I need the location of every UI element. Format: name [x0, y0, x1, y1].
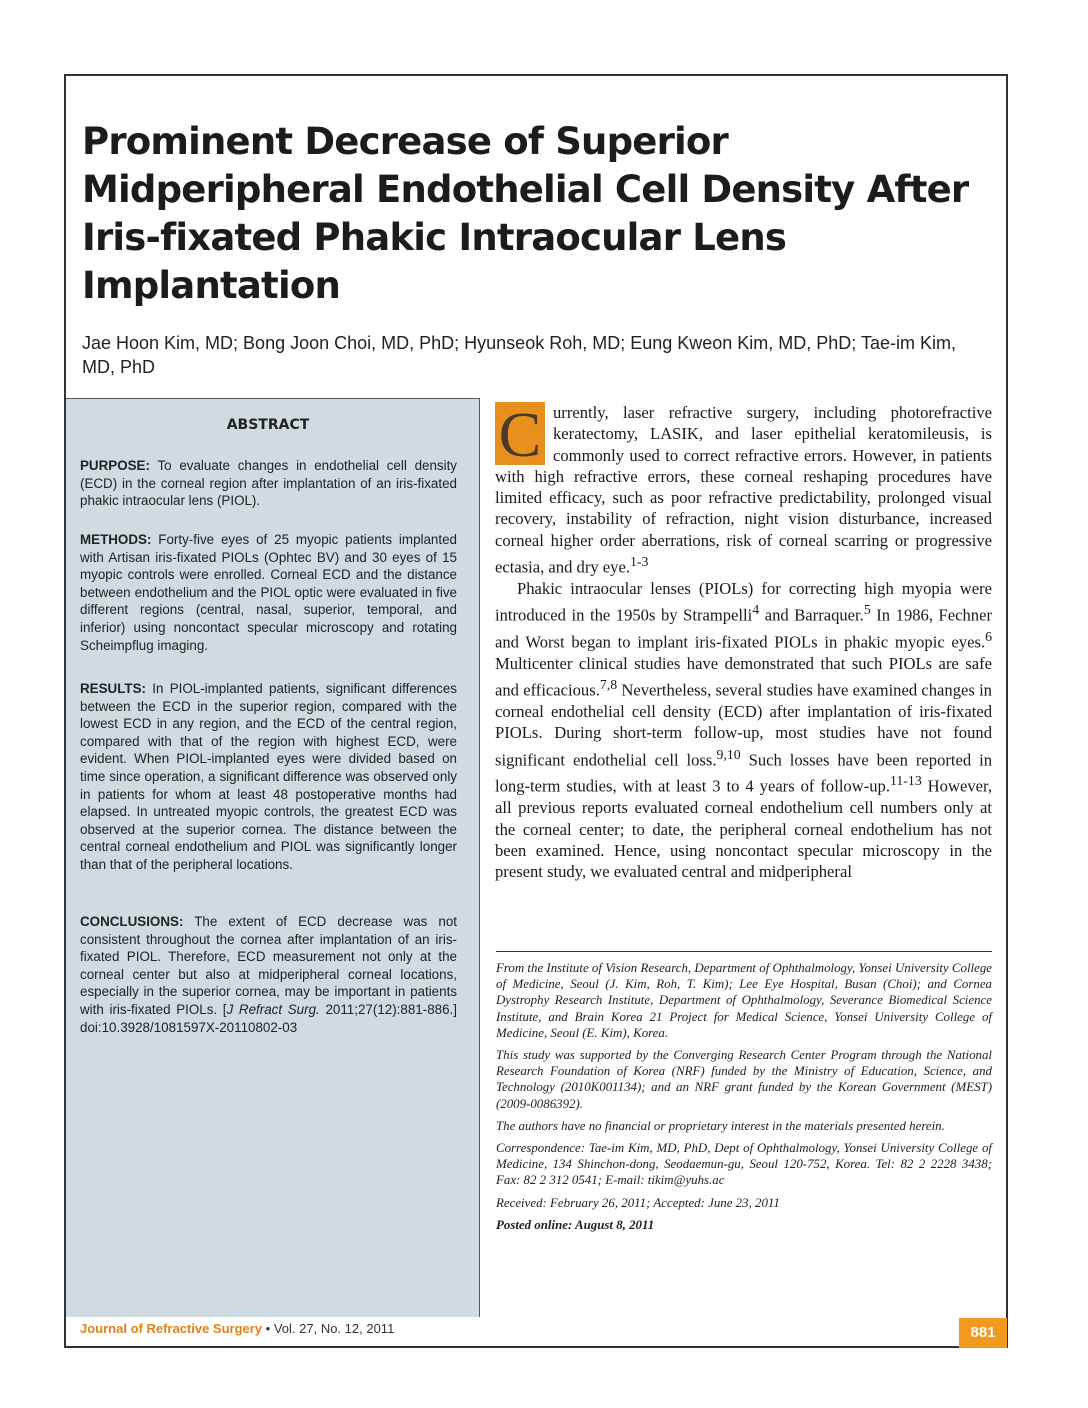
doi: doi:10.3928/1081597X-20110802-03	[80, 1019, 298, 1035]
citation-journal: J Refract Surg.	[226, 1001, 320, 1017]
abstract-purpose	[80, 457, 457, 510]
body-paragraph-1	[495, 399, 992, 578]
footnote-posted: Posted online: August 8, 2011	[496, 1217, 655, 1232]
reference-5: 5	[863, 602, 871, 618]
drop-cap: C	[495, 402, 545, 465]
reference-11-13: 11-13	[889, 773, 922, 789]
reference-1-3: 1-3	[630, 554, 649, 570]
methods-label: METHODS:	[80, 532, 152, 547]
reference-4: 4	[752, 602, 760, 618]
body-text-span: However, all previous reports evaluated corneal endothelium cell numbers only at the corneal center; to date, the peripheral corneal endothelium has not been examined. Hence, using noncontact specular microscopy in the present study, we evaluated central and midperipheral	[495, 776, 992, 882]
footnote-funding: This study was supported by the Converging Research Center Program through the National Research Foundation of Korea (NRF) funded by the Ministry of Education, Science, and Technology (2010K001134); and an NRF grant funded by the Korean Government (MEST) (2009-0086392).	[496, 1048, 992, 1111]
body-text-span: Such losses have been reported in long-term studies, with at least 3 to 4 years of follow-up.	[495, 750, 993, 796]
conclusions-label: CONCLUSIONS:	[80, 914, 184, 929]
body-text-span: and Barraquer.	[759, 605, 864, 625]
abstract-heading: ABSTRACT	[226, 417, 310, 433]
abstract-methods	[80, 531, 457, 654]
body-text-span: Multicenter clinical studies have demonstrated that such PIOLs are safe and efficacious.	[495, 653, 992, 700]
reference-6: 6	[985, 629, 992, 645]
body-text-span: In 1986, Fechner and Worst began to implant iris-fixated PIOLs in phakic myopic eyes.	[495, 605, 992, 652]
page-number: 881	[959, 1318, 1007, 1348]
body-text-span: Phakic intraocular lenses (PIOLs) for correcting high myopia were introduced in the 1950s by Strampelli	[495, 578, 992, 625]
body-text-span: Nevertheless, several studies have examined changes in corneal endothelial cell density (ECD) after implantation of iris-fixated PIOLs. During short-term follow-up, most studies have not found significant endothelial cell loss.	[495, 680, 992, 770]
footnotes	[496, 960, 992, 1239]
abstract-results	[80, 680, 457, 874]
journal-volume: • Vol. 27, No. 12, 2011	[262, 1321, 395, 1336]
citation-details: 2011;27(12):881-886.]	[325, 1001, 457, 1017]
results-text: In PIOL-implanted patients, significant differences between the ECD in the superior region, compared with the lowest ECD in any region, and the ECD of the central region, compared with that of the region with highest ECD, were evident. When PIOL-implanted eyes were divided based on time since operation, a significant difference was observed only in patients for whom at least 48 postoperative months had elapsed. In untreated myopic controls, the greatest ECD was observed at the superior cornea. The distance between the central corneal endothelium and PIOL was significantly longer than that of the peripheral locations.	[80, 681, 457, 872]
body-text	[495, 399, 993, 882]
abstract-conclusions: CONCLUSIONS: The extent of ECD decrease was not consistent throughout the cornea after implantation of an iris-fixated PIOL. Therefore, ECD measurement not only at the corneal center but also at midperipheral corneal locations, especially in the superior cornea, may be important in patients with iris-fixated PIOLs. [J Refract Surg. 2011;27(12):881-886.] doi:10.3928/1081597X-20110802-03	[80, 914, 458, 1035]
article-title: Prominent Decrease of Superior Midperipheral Endothelial Cell Density After Iris-fixated Phakic Intraocular Lens Implantation	[82, 120, 969, 307]
footnote-received: Received: February 26, 2011; Accepted: June 23, 2011	[496, 1195, 780, 1210]
body-paragraph-1-text: urrently, laser refractive surgery, including photorefractive keratectomy, LASIK, and laser epithelial keratomileusis, is commonly used to correct refractive errors. However, in patients with high refractive errors, these corneal reshaping procedures have limited efficacy, such as poor refractive predictability, prolonged visual recovery, instability of refraction, night vision disturbance, increased corneal higher order aberrations, risk of corneal scarring or progressive ectasia, and dry eye.	[495, 403, 992, 577]
results-label: RESULTS:	[80, 681, 146, 696]
footnote-affiliation: From the Institute of Vision Research, Department of Ophthalmology, Yonsei University College of Medicine, Seoul (J. Kim, Roh, T. Kim); Lee Eye Hospital, Busan (Choi); and Cornea Dystrophy Research Institute, Department of Ophthalmology, Severance Biomedical Science Institute, and Brain Korea 21 Project for Medical Science, Yonsei University College of Medicine, Seoul (E. Kim), Korea.	[496, 961, 992, 1040]
reference-7-8: 7,8	[599, 677, 618, 693]
reference-9-10: 9,10	[716, 746, 741, 762]
purpose-text: To evaluate changes in endothelial cell density (ECD) in the corneal region after implantation of an iris-fixated phakic intraocular lens (PIOL).	[80, 458, 457, 509]
footnote-divider	[496, 951, 992, 952]
methods-text: Forty-five eyes of 25 myopic patients implanted with Artisan iris-fixated PIOLs (Ophtec BV) and 30 eyes of 15 myopic controls were enrolled. Corneal ECD and the distance between endothelium and the PIOL optic were evaluated in five different regions (central, nasal, superior, temporal, and inferior) using noncontact specular microscopy and rotating Scheimpflug imaging.	[80, 532, 457, 653]
author-list: Jae Hoon Kim, MD; Bong Joon Choi, MD, PhD; Hyunseok Roh, MD; Eung Kweon Kim, MD, PhD; Tae-im Kim, MD, PhD	[82, 333, 956, 377]
body-paragraph-2	[495, 578, 992, 883]
footnote-disclosure: The authors have no financial or proprietary interest in the materials presented herein.	[496, 1118, 945, 1133]
footer-journal	[80, 1321, 394, 1336]
purpose-label: PURPOSE:	[80, 458, 150, 473]
footnote-correspondence: Correspondence: Tae-im Kim, MD, PhD, Dept of Ophthalmology, Yonsei University College of Medicine, 134 Shinchon-dong, Seodaemun-gu, Seoul 120-752, Korea. Tel: 82 2 2228 3438; Fax: 82 2 312 0541; E-mail: tikim@yuhs.ac	[496, 1141, 992, 1188]
journal-name: Journal of Refractive Surgery	[80, 1321, 263, 1336]
conclusions-text: The extent of ECD decrease was not consistent throughout the cornea after implantation of an iris-fixated PIOL. Therefore, ECD measurement not only at the corneal center but also at midperipheral corneal locations, especially in the superior cornea, may be important in patients with iris-fixated PIOLs.	[80, 914, 458, 1017]
